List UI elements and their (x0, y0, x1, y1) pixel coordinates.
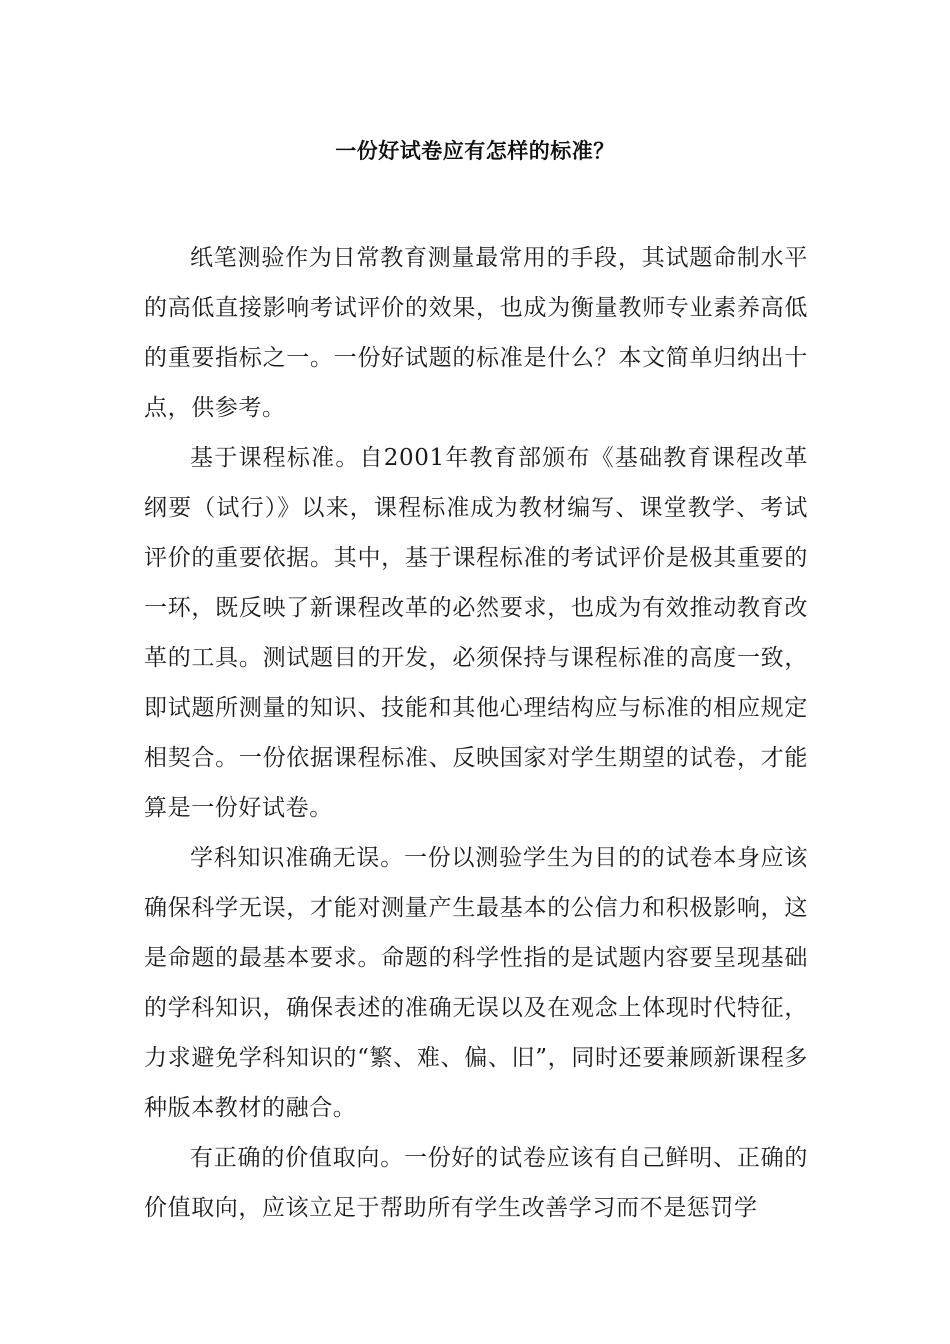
document-title: 一份好试卷应有怎样的标准？ (335, 139, 615, 163)
document-body (144, 233, 808, 1233)
paragraph-value-orientation: 有正确的价值取向。一份好的试卷应该有自己鲜明、正确的价值取向，应该立足于帮助所有学生改善学习而不是惩罚学 (144, 1145, 808, 1221)
paragraph-curriculum-standard: 基于课程标准。自2001年教育部颁布《基础教育课程改革纲要（试行）》以来，课程标准成为教材编写、课堂教学、考试评价的重要依据。其中，基于课程标准的考试评价是极其重要的一环，既反映了新课程改革的必然要求，也成为有效推动教育改革的工具。测试题目的开发，必须保持与课程标准的高度一致，即试题所测量的知识、技能和其他心理结构应与标准的相应规定相契合。一份依据课程标准、反映国家对学生期望的试卷，才能算是一份好试卷。 (144, 445, 808, 821)
paragraph-intro: 纸笔测验作为日常教育测量最常用的手段，其试题命制水平的高低直接影响考试评价的效果，也成为衡量教师专业素养高低的重要指标之一。一份好试题的标准是什么？本文简单归纳出十点，供参考。 (144, 245, 808, 421)
paragraph-knowledge-accuracy: 学科知识准确无误。一份以测验学生为目的的试卷本身应该确保科学无误，才能对测量产生最基本的公信力和积极影响，这是命题的最基本要求。命题的科学性指的是试题内容要呈现基础的学科知识，确保表述的准确无误以及在观念上体现时代特征，力求避免学科知识的“繁、难、偏、旧”，同时还要兼顾新课程多种版本教材的融合。 (144, 845, 808, 1121)
